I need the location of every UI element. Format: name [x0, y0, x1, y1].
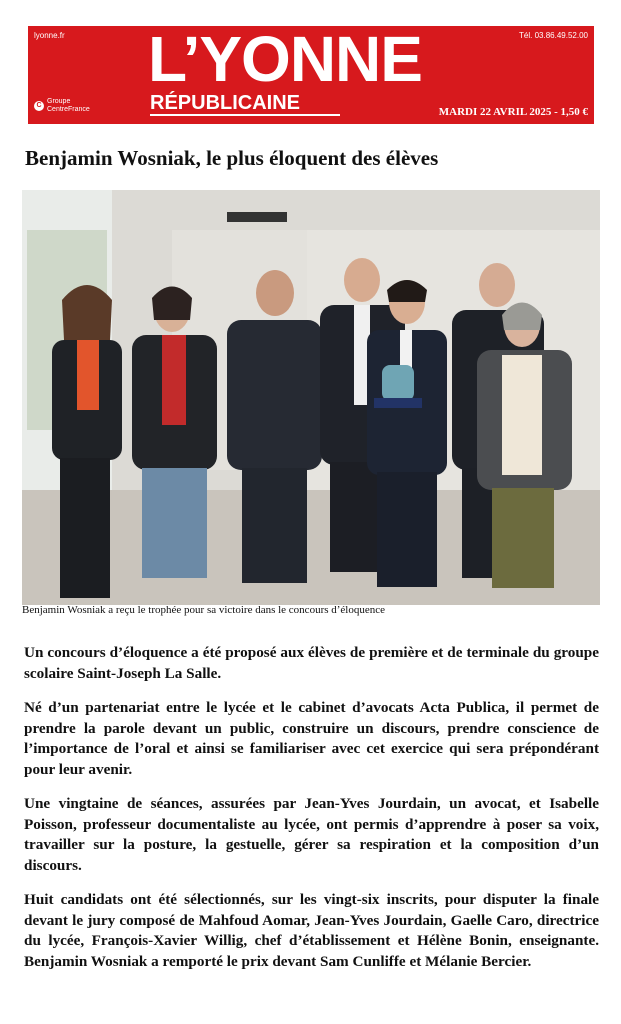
paragraph: Né d’un partenariat entre le lycée et le cabinet d’avocats Acta Publica, il permet de prendre la parole devant un public, construire un discours, prendre conscience de l’importance de l’oral et ainsi se familiariser avec cet exercice qui sera prépondérant pour leur avenir.: [24, 699, 599, 778]
phone-number: Tél. 03.86.49.52.00: [519, 31, 588, 40]
group-logo: [34, 98, 90, 114]
masthead: [28, 23, 594, 124]
article-headline: Benjamin Wosniak, le plus éloquent des élèves: [25, 146, 439, 170]
issue-date-price: MARDI 22 AVRIL 2025 - 1,50 €: [438, 106, 588, 118]
paragraph: Un concours d’éloquence a été proposé aux élèves de première et de terminale du groupe scolaire Saint-Joseph La Salle.: [24, 644, 599, 682]
article-body: [24, 643, 599, 986]
group-name-line2: CentreFrance: [47, 106, 90, 113]
newspaper-subtitle: RÉPUBLICAINE: [150, 92, 301, 114]
subtitle-underline: [150, 114, 340, 116]
newspaper-title: L’YONNE: [148, 23, 422, 95]
group-logo-icon: C: [34, 101, 44, 111]
photo-caption: Benjamin Wosniak a reçu le trophée pour sa victoire dans le concours d’éloquence: [22, 604, 386, 616]
site-url[interactable]: lyonne.fr: [34, 31, 65, 40]
paragraph: Une vingtaine de séances, assurées par Jean-Yves Jourdain, un avocat, et Isabelle Poisson, professeur documentaliste au lycée, ont permis d’apprendre à poser sa voix, travailler sur la posture, la gestuelle, gérer sa respiration et la composition d’un discours.: [24, 795, 599, 874]
article-photo: [22, 190, 600, 605]
group-name-line1: Groupe: [47, 98, 71, 105]
group-photo-illustration: [22, 190, 600, 605]
paragraph: Huit candidats ont été sélectionnés, sur les vingt-six inscrits, pour disputer la finale devant le jury composé de Mahfoud Aomar, Jean-Yves Jourdain, Gaelle Caro, directrice du lycée, François-Xavier Willig, chef d’établissement et Hélène Bonin, enseignante. Benjamin Wosniak a remporté le prix devant Sam Cunliffe et Mélanie Bercier.: [24, 891, 599, 970]
